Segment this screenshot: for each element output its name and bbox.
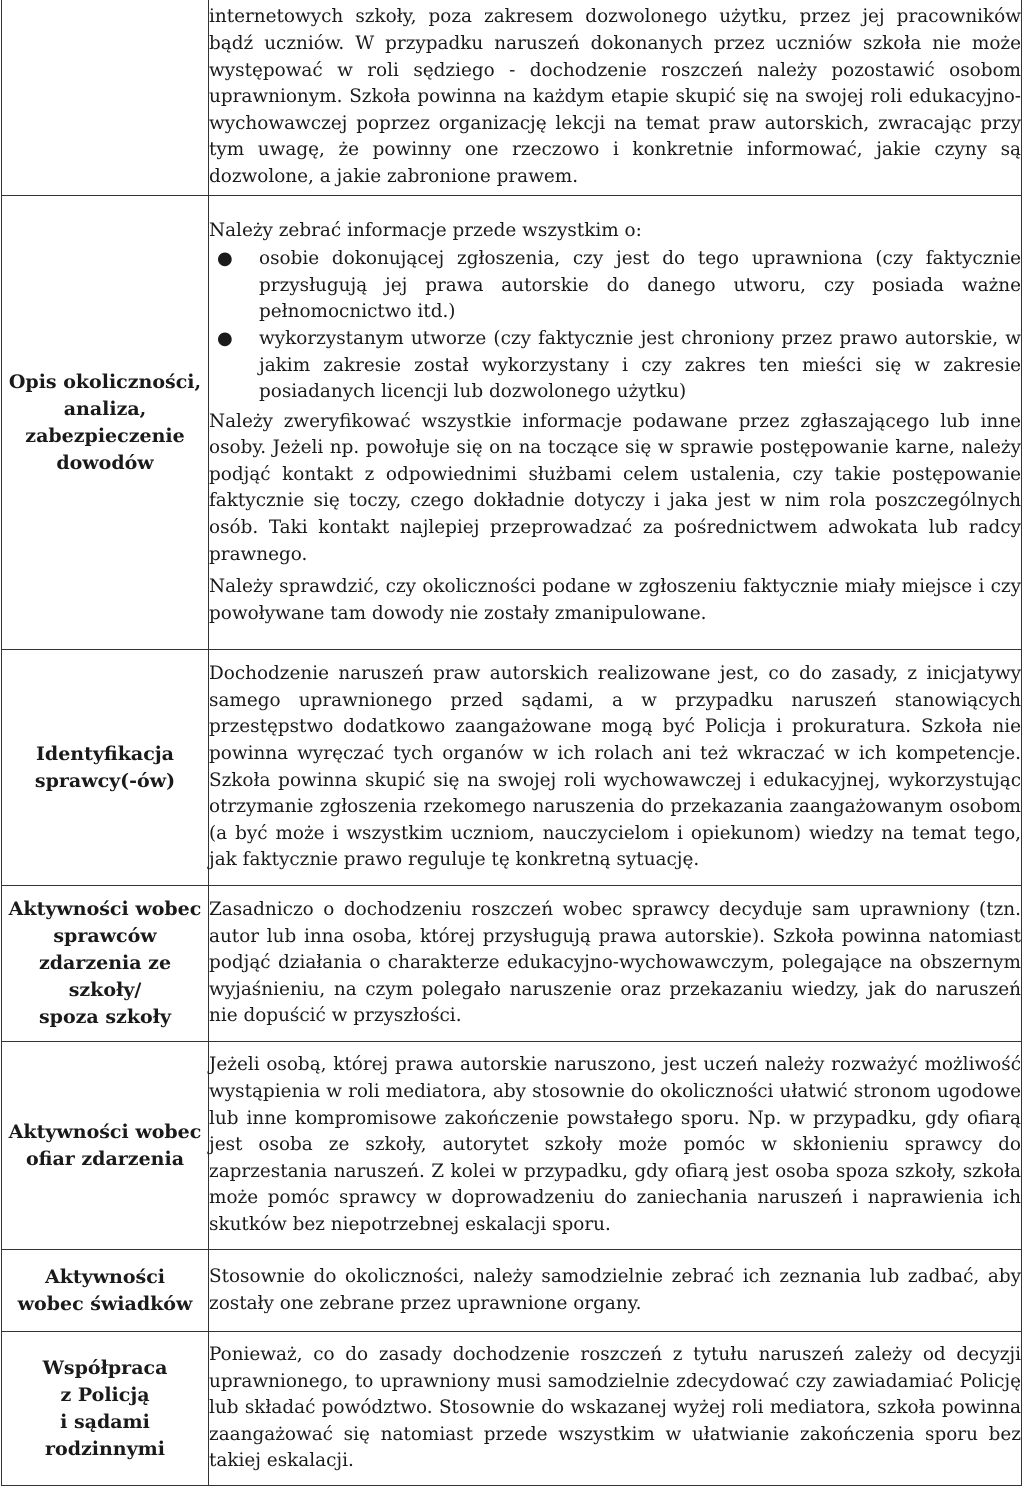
table-row-perpetrator-identification xyxy=(2,650,1022,886)
label-line: Identyfikacja xyxy=(36,742,174,765)
label-line: rodzinnymi xyxy=(45,1437,165,1460)
label-line: szkoły/ xyxy=(68,979,142,1001)
label-line: z Policją xyxy=(60,1383,150,1406)
label-line: zabezpieczenie xyxy=(25,424,185,447)
row-label-circumstances xyxy=(2,196,209,650)
label-line: Aktywności wobec xyxy=(8,898,202,920)
procedure-table xyxy=(1,0,1022,1486)
row-label-victim-activities xyxy=(2,1042,209,1250)
label-line: sprawcy(-ów) xyxy=(34,769,176,792)
paragraph: Ponieważ, co do zasady dochodzenie roszczeń z tytułu naruszeń zależy od decyzji uprawnionego, to uprawniony musi samodzielnie zdecydować czy zawiadamiać Policję lub składać powództwo. Stosownie do wskazanej wyżej roli mediatora, szkoła powinna zaangażować się natomiast przede wszystkim w ułatwianie zakończenia sporu bez takiej eskalacji. xyxy=(209,1344,1021,1472)
row-content-continuation xyxy=(209,0,1022,196)
label-line: dowodów xyxy=(56,451,154,474)
paragraph: Jeżeli osobą, której prawa autorskie naruszono, jest uczeń należy rozważyć możliwość wystąpienia w roli mediatora, aby stosownie do okoliczności ułatwić stronom ugodowe lub inne kompromisowe zakończenie powstałego sporu. Np. w przypadku, gdy ofiarą jest osoba ze szkoły, autorytet szkoły może pomóc w skłonieniu sprawcy do zaprzestania naruszeń. Z kolei w przypadku, gdy ofiarą jest osoba spoza szkoły, szkoła może pomóc sprawcy w doprowadzeniu do zaniechania naruszeń i naprawienia ich skutków bez niepotrzebnej eskalacji sporu. xyxy=(209,1054,1021,1235)
bullet-text: wykorzystanym utworze (czy faktycznie jest chroniony przez prawo autorskie, w jakim zakresie został wykorzystany i czy zakres ten mieści się w zakresie posiadanych licencji lub dozwolonego użytku) xyxy=(259,327,1021,403)
paragraph: internetowych szkoły, poza zakresem dozwolonego użytku, przez jej pracowników bądź uczniów. W przypadku naruszeń dokonanych przez uczniów szkoła nie może występować w roli sędziego - dochodzenie roszczeń należy pozostawić osobom uprawnionym. Szkoła powinna na każdym etapie skupić się na swojej roli edukacyjno-wychowawczej poprzez organizację lekcji na temat praw autorskich, zwracając przy tym uwagę, że powinny one rzeczowo i konkretnie informować, jakie czyny są dozwolone, a jakie zabronione prawem. xyxy=(209,6,1021,187)
row-label-perpetrator-activities xyxy=(2,886,209,1042)
bullet-item xyxy=(209,246,1021,326)
bullet-dot-icon: ● xyxy=(217,248,233,270)
label-line: Opis okoliczności, xyxy=(8,370,202,393)
row-label-witness-activities xyxy=(2,1250,209,1332)
bullet-dot-icon: ● xyxy=(217,327,233,349)
paragraph: Należy sprawdzić, czy okoliczności podane w zgłoszeniu faktycznie miały miejsce i czy powoływane tam dowody nie zostały zmanipulowane. xyxy=(209,576,1021,624)
table-row-continuation xyxy=(2,0,1022,196)
label-line: zdarzenia ze xyxy=(38,952,172,974)
row-content-police-cooperation xyxy=(209,1332,1022,1486)
row-label-empty xyxy=(2,0,209,196)
row-content-perpetrator-identification xyxy=(209,650,1022,886)
bullet-item xyxy=(209,326,1021,406)
label-line: Aktywności wobec xyxy=(8,1120,202,1143)
paragraph: Zasadniczo o dochodzeniu roszczeń wobec sprawcy decyduje sam uprawniony (tzn. autor lub inna osoba, której przysługują prawa autorskie). Szkoła powinna natomiast podjąć działania o charakterze edukacyjno-wychowawczym, polegające na obszernym wyjaśnieniu, na czym polegało naruszenie oraz przekazaniu wiedzy, jak do naruszeń nie dopuścić w przyszłości. xyxy=(209,899,1021,1027)
paragraph: Dochodzenie naruszeń praw autorskich realizowane jest, co do zasady, z inicjatywy samego uprawnionego przed sądami, a w przypadku naruszeń stanowiących przestępstwo dodatkowo zaangażowane mogą być Policja i prokuratura. Szkoła nie powinna wyręczać tych organów w ich rolach ani też wkraczać w ich kompetencje. Szkoła powinna skupić się na swojej roli wychowawczej i edukacyjnej, wykorzystując otrzymanie zgłoszenia rzekomego naruszenia do przekazania zaangażowanym osobom (a być może i wszystkim uczniom, nauczycielom i opiekunom) wiedzy na temat tego, jak faktycznie prawo reguluje tę konkretną sytuację. xyxy=(209,663,1021,871)
label-line: sprawców xyxy=(53,925,157,947)
label-line: ofiar zdarzenia xyxy=(25,1147,185,1170)
label-line: Współpraca xyxy=(42,1356,168,1379)
label-line: Aktywności xyxy=(44,1265,166,1288)
label-line: i sądami xyxy=(60,1410,150,1433)
table-row-circumstances xyxy=(2,196,1022,650)
row-label-perpetrator-identification xyxy=(2,650,209,886)
row-content-circumstances xyxy=(209,196,1022,650)
table-row-perpetrator-activities xyxy=(2,886,1022,1042)
bullet-list xyxy=(209,246,1021,406)
paragraph: Stosownie do okoliczności, należy samodzielnie zebrać ich zeznania lub zadbać, aby zostały one zebrane przez uprawnione organy. xyxy=(209,1265,1021,1314)
table-row-witness-activities xyxy=(2,1250,1022,1332)
table-row-victim-activities xyxy=(2,1042,1022,1250)
bullet-text: osobie dokonującej zgłoszenia, czy jest do tego uprawniona (czy faktycznie przysługują jej prawa autorskie do danego utworu, czy posiada ważne pełnomocnictwo itd.) xyxy=(259,248,1021,323)
row-label-police-cooperation xyxy=(2,1332,209,1486)
label-line: wobec świadków xyxy=(17,1292,193,1315)
label-line: analiza, xyxy=(63,397,147,420)
label-line: spoza szkoły xyxy=(38,1006,172,1028)
row-content-witness-activities xyxy=(209,1250,1022,1332)
intro-paragraph: Należy zebrać informacje przede wszystkim o: xyxy=(209,219,642,241)
row-content-perpetrator-activities xyxy=(209,886,1022,1042)
row-content-victim-activities xyxy=(209,1042,1022,1250)
table-row-police-cooperation xyxy=(2,1332,1022,1486)
paragraph: Należy zweryfikować wszystkie informacje podawane przez zgłaszającego lub inne osoby. Jeżeli np. powołuje się on na toczące się w sprawie postępowanie karne, należy podjąć kontakt z odpowiednimi służbami celem ustalenia, czy takie postępowanie faktycznie się toczy, czego dokładnie dotyczy i jaka jest w nim rola poszczególnych osób. Taki kontakt najlepiej przeprowadzać za pośrednictwem adwokata lub radcy prawnego. xyxy=(209,410,1021,565)
